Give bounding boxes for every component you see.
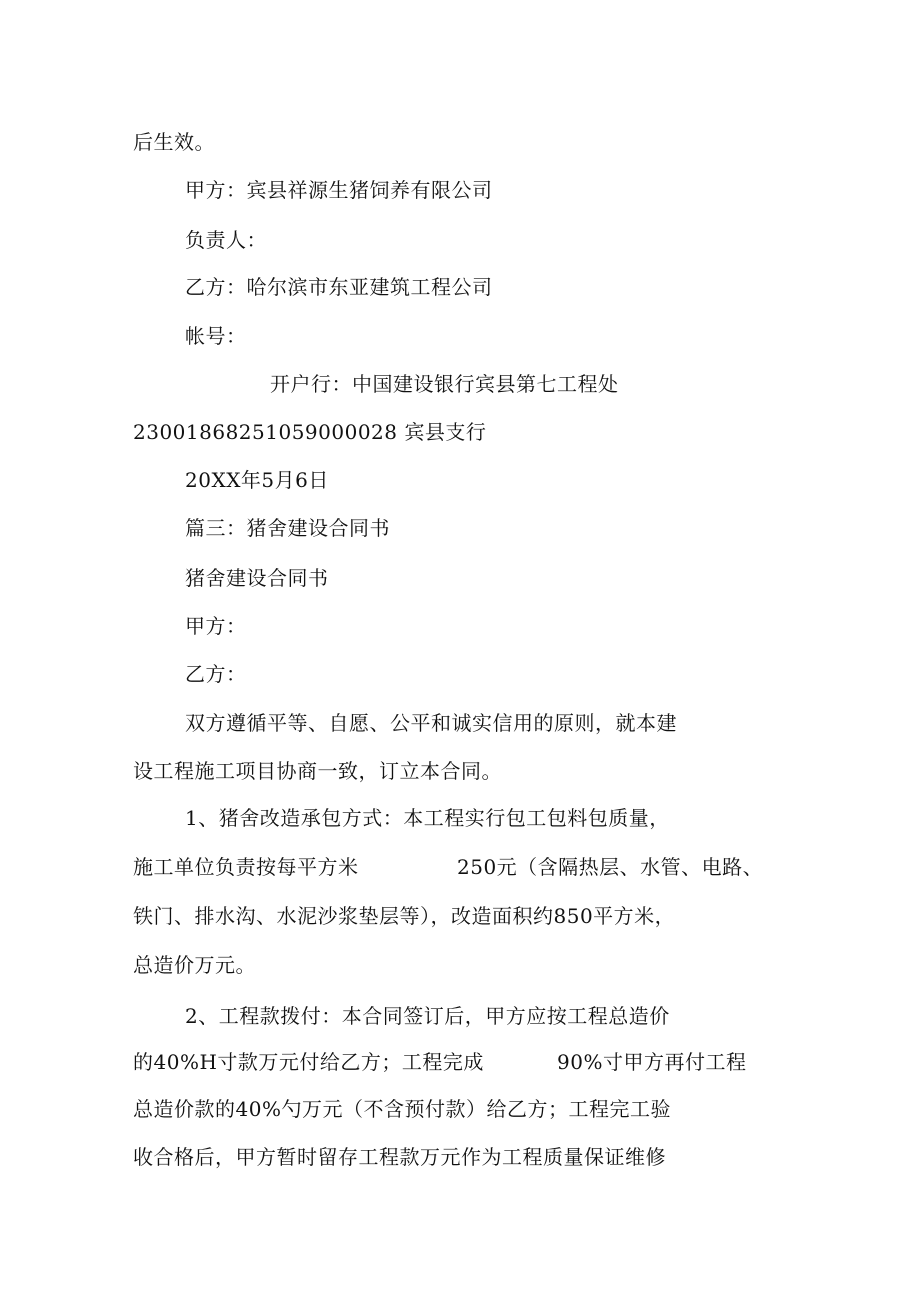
text-line: 总造价万元。 xyxy=(133,953,256,977)
text-line: 90%寸甲方再付工程 xyxy=(557,1050,747,1074)
text-line: 收合格后，甲方暂时留存工程款万元作为工程质量保证维修 xyxy=(133,1145,666,1169)
text-line: 施工单位负责按每平方米 xyxy=(133,855,359,879)
text-line: 篇三：猪舍建设合同书 xyxy=(185,516,390,540)
text-line: 双方遵循平等、自愿、公平和诚实信用的原则，就本建 xyxy=(185,711,677,735)
text-line: 甲方：宾县祥源生猪饲养有限公司 xyxy=(185,178,493,202)
text-line: 负责人： xyxy=(185,228,267,252)
text-line: 甲方： xyxy=(185,614,247,638)
text-line: 250元（含隔热层、水管、电路、 xyxy=(457,855,764,879)
text-line: 1、猪舍改造承包方式：本工程实行包工包料包质量， xyxy=(185,806,670,830)
text-line: 开户行：中国建设银行宾县第七工程处 xyxy=(270,372,619,396)
text-line: 乙方： xyxy=(185,662,247,686)
text-line: 20XX年5月6日 xyxy=(185,468,329,492)
text-line: 的40%H寸款万元付给乙方；工程完成 xyxy=(133,1050,484,1074)
text-line: 2、工程款拨付：本合同签订后，甲方应按工程总造价 xyxy=(185,1004,670,1028)
text-line: 设工程施工项目协商一致，订立本合同。 xyxy=(133,759,502,783)
text-line: 猪舍建设合同书 xyxy=(185,566,329,590)
text-line: 乙方：哈尔滨市东亚建筑工程公司 xyxy=(185,275,493,299)
text-line: 总造价款的40%勺万元（不含预付款）给乙方；工程完工验 xyxy=(133,1097,671,1121)
text-line: 后生效。 xyxy=(133,130,215,154)
text-line: 帐号： xyxy=(185,324,247,348)
text-line: 23001868251059000028 宾县支行 xyxy=(133,420,487,444)
text-line: 铁门、排水沟、水泥沙浆垫层等），改造面积约850平方米， xyxy=(133,904,676,928)
